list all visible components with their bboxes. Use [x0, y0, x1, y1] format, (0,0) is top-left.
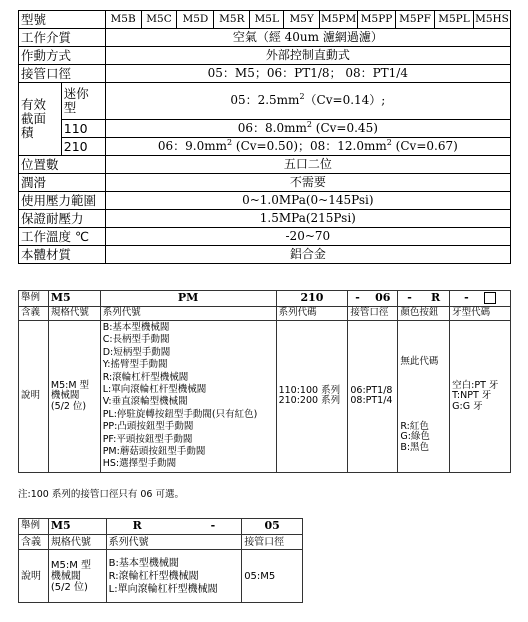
proof-value: 1.5MPa(215Psi) [105, 210, 510, 228]
model-code: M5HS [473, 11, 510, 29]
spec-row-area-mini [19, 83, 511, 120]
thread-description: 空白:PT 牙 T:NPT 牙 G:G 牙 [450, 321, 511, 473]
position-value: 五口二位 [105, 156, 510, 174]
spec-row-proof [19, 210, 511, 228]
series-header: 系列代號 [100, 307, 276, 321]
list-item: PL:停駐旋轉按鈕型手動閥(只有紅色) [102, 408, 258, 420]
spec-description: M5:M 型 機械閥 (5/2 位) [48, 321, 100, 473]
list-item: B:基本型機械閥 [108, 557, 179, 569]
body-label: 本體材質 [19, 246, 106, 264]
series-code-description: 110:100 系列 210:200 系列 [276, 321, 348, 473]
model-code: M5B [105, 11, 141, 29]
blank-box-icon [484, 292, 496, 304]
example-color: - R [398, 291, 450, 307]
model-code: M5R [214, 11, 250, 29]
spec-header: 規格代號 [48, 307, 100, 321]
footnote: 注:100 系列的接管口徑只有 06 可選。 [18, 489, 184, 500]
color-header: 顏色按鈕 [398, 307, 450, 321]
list-item: B:基本型機械閥 [102, 322, 170, 333]
model-code: M5L [250, 11, 284, 29]
series-list [100, 321, 276, 473]
mini-label: 迷你 型 [61, 83, 105, 120]
color-none: 無此代碼 [398, 321, 450, 404]
spec-row-model [19, 11, 511, 29]
list-item: L:單向滾輪杠杆型機械閥 [102, 384, 207, 396]
example-model: M5 [48, 291, 100, 307]
description-label: 說明 [19, 550, 49, 603]
s110-value: 06：$8.0mm^2$ (Cv=0.45) [105, 120, 510, 138]
spec-row-lube [19, 174, 511, 192]
s110-label: 110 [61, 120, 105, 138]
list-item: C:長柄型手動閥 [102, 334, 170, 346]
port-header: 接管口徑 [348, 307, 398, 321]
list-item: R:滾輪杠杆型機械閥 [108, 570, 199, 582]
lube-label: 潤滑 [19, 174, 106, 192]
pressure-value: 0~1.0MPa(0~145Psi) [105, 192, 510, 210]
example-port: 05 [242, 519, 303, 535]
port-description: 06:PT1/8 08:PT1/4 [348, 321, 398, 473]
example-thread: - [450, 291, 511, 307]
example-label: 舉例 [19, 291, 49, 307]
spec-row-area-110 [19, 120, 511, 138]
spec-row-medium [19, 29, 511, 47]
list-item: PP:凸頭按鈕型手動閥 [102, 421, 194, 433]
list-item: HS:選擇型手動閥 [102, 458, 177, 470]
medium-value: 空氣（經 40um 濾網過濾） [105, 29, 510, 47]
list-item: PM:蘑菇頭按鈕型手動閥 [102, 446, 206, 458]
list-item: R:滾輪杠杆型機械閥 [102, 371, 189, 383]
port-header: 接管口徑 [242, 535, 303, 550]
order-code-table-1 [18, 290, 511, 473]
example-series-code: 210 [276, 291, 348, 307]
example-label: 舉例 [19, 519, 49, 535]
color-description: R:紅色 G:綠色 B:黑色 [398, 403, 450, 472]
model-code: M5PF [396, 11, 435, 29]
thread-header: 牙型代碼 [450, 307, 511, 321]
description-row [19, 321, 511, 404]
spec-row-pressure [19, 192, 511, 210]
series-list [106, 550, 242, 603]
spec-row-port [19, 65, 511, 83]
position-label: 位置數 [19, 156, 106, 174]
port-value: 05：M5；06：PT1/8； 08：PT1/4 [105, 65, 510, 83]
list-item: L:單向滾輪杠杆型機械閥 [108, 583, 218, 595]
meaning-header: 含義 [19, 535, 49, 550]
lube-value: 不需要 [105, 174, 510, 192]
medium-label: 工作介質 [19, 29, 106, 47]
series-code-header: 系列代碼 [276, 307, 348, 321]
pressure-label: 使用壓力範圍 [19, 192, 106, 210]
spec-description: M5:M 型 機械閥 (5/2 位) [48, 550, 106, 603]
model-code: M5Y [284, 11, 320, 29]
spec-header: 規格代號 [48, 535, 106, 550]
model-code: M5C [141, 11, 177, 29]
port-description: 05:M5 [242, 550, 303, 603]
series-header: 系列代號 [106, 535, 242, 550]
example-port: - 06 [348, 291, 398, 307]
spec-row-position [19, 156, 511, 174]
spec-row-body [19, 246, 511, 264]
model-code: M5PL [434, 11, 473, 29]
example-model: M5 [48, 519, 106, 535]
mini-value: 05：$2.5mm^2(Cv=0.14)$; [105, 83, 510, 120]
action-label: 作動方式 [19, 47, 106, 65]
temp-value: -20~70 [105, 228, 510, 246]
temp-label: 工作溫度 ℃ [19, 228, 106, 246]
proof-label: 保證耐壓力 [19, 210, 106, 228]
spec-row-temp [19, 228, 511, 246]
list-item: Y:搖臂型手動閥 [102, 359, 168, 371]
port-label: 接管口徑 [19, 65, 106, 83]
spec-table [18, 10, 511, 264]
header-row [19, 307, 511, 321]
s210-value: 06：$9.0mm^2$ (Cv=0.50)；08：$12.0mm^2$ (Cv=0.67) [105, 138, 510, 156]
spec-row-area-210 [19, 138, 511, 156]
s210-label: 210 [61, 138, 105, 156]
list-item: V:垂直滾輪型機械閥 [102, 396, 188, 408]
model-code: M5PP [358, 11, 396, 29]
model-code: M5PM [320, 11, 358, 29]
example-series: PM [100, 291, 276, 307]
order-code-table-2 [18, 518, 303, 603]
body-value: 鋁合金 [105, 246, 510, 264]
list-item: PF:平頭按鈕型手動閥 [102, 433, 193, 445]
description-row [19, 550, 303, 603]
model-code: M5D [177, 11, 214, 29]
model-label: 型號 [19, 11, 106, 29]
action-value: 外部控制直動式 [105, 47, 510, 65]
example-row [19, 519, 303, 535]
example-series: R - [106, 519, 242, 535]
description-label: 說明 [19, 321, 49, 473]
example-row [19, 291, 511, 307]
meaning-header: 含義 [19, 307, 49, 321]
area-label: 有效 截面 積 [19, 83, 62, 156]
list-item: D:短柄型手動閥 [102, 346, 171, 358]
header-row [19, 535, 303, 550]
spec-row-action [19, 47, 511, 65]
